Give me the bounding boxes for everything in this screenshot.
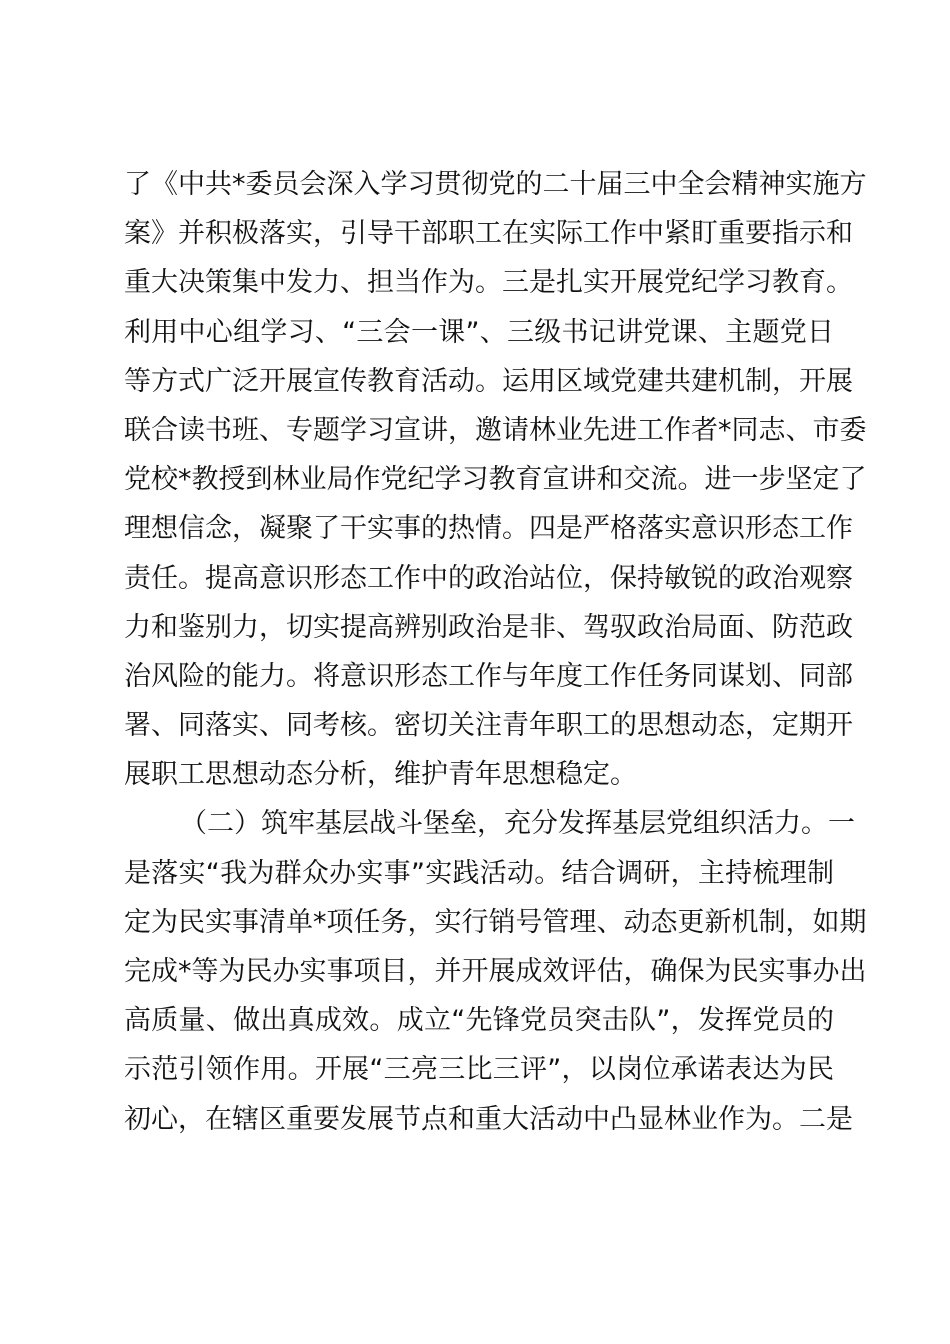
- text-line: 定为民实事清单*项任务，实行销号管理、动态更新机制，如期: [124, 906, 867, 938]
- text-line: 治风险的能力。将意识形态工作与年度工作任务同谋划、同部: [124, 660, 853, 692]
- paragraph-end-line: 展职工思想动态分析，维护青年思想稳定。: [124, 759, 637, 791]
- document-body: [124, 160, 867, 1144]
- text-line: 利用中心组学习、“三会一课”、三级书记讲党课、主题党日: [124, 316, 834, 348]
- text-line: 重大决策集中发力、担当作为。三是扎实开展党纪学习教育。: [124, 267, 853, 299]
- text-line: 初心，在辖区重要发展节点和重大活动中凸显林业作为。二是: [124, 1103, 853, 1135]
- text-line: 力和鉴别力，切实提高辨别政治是非、驾驭政治局面、防范政: [124, 611, 853, 643]
- text-line: 高质量、做出真成效。成立“先锋党员突击队”，发挥党员的: [124, 1005, 834, 1037]
- text-line: 了《中共*委员会深入学习贯彻党的二十届三中全会精神实施方: [124, 169, 867, 200]
- text-line: 案》并积极落实，引导干部职工在实际工作中紧盯重要指示和: [124, 218, 853, 250]
- text-line: 等方式广泛开展宣传教育活动。运用区域党建共建机制，开展: [124, 365, 853, 397]
- text-line: 完成*等为民办实事项目，并开展成效评估，确保为民实事办出: [124, 956, 867, 987]
- section-heading-line: （二）筑牢基层战斗堡垒，充分发挥基层党组织活力。一: [180, 808, 855, 840]
- text-line: 示范引领作用。开展“三亮三比三评”，以岗位承诺表达为民: [124, 1054, 834, 1086]
- text-line: 是落实“我为群众办实事”实践活动。结合调研，主持梳理制: [124, 857, 834, 889]
- text-line: 责任。提高意识形态工作中的政治站位，保持敏锐的政治观察: [124, 562, 853, 594]
- text-line: 理想信念，凝聚了干实事的热情。四是严格落实意识形态工作: [124, 513, 853, 545]
- text-line: 联合读书班、专题学习宣讲，邀请林业先进工作者*同志、市委: [124, 414, 867, 446]
- text-line: 署、同落实、同考核。密切关注青年职工的思想动态，定期开: [124, 710, 853, 742]
- text-line: 党校*教授到林业局作党纪学习教育宣讲和交流。进一步坚定了: [124, 464, 867, 496]
